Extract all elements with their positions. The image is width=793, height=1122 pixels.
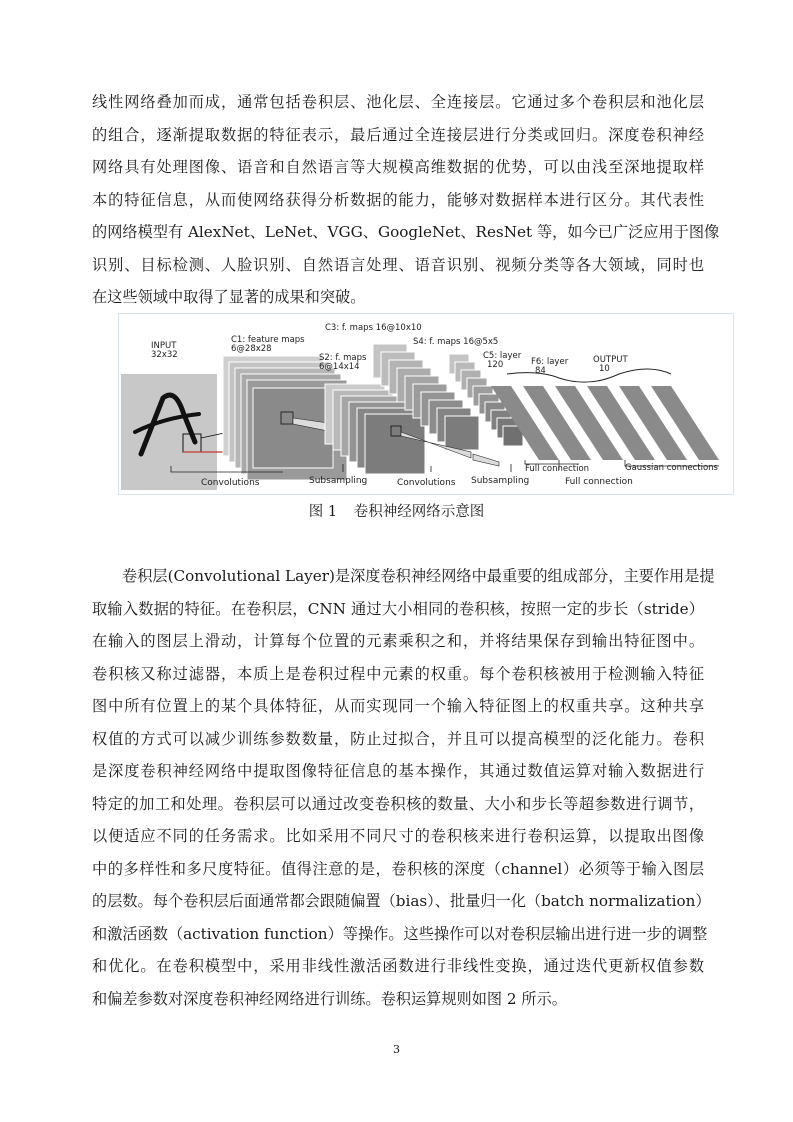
- label-full-connection-2: Full connection: [565, 477, 633, 487]
- text-line: 以便适应不同的任务需求。比如采用不同尺寸的卷积核来进行卷积运算，以提取出图像: [92, 827, 704, 845]
- lenet-diagram: [119, 314, 733, 494]
- label-s4: S4: f. maps 16@5x5: [413, 337, 499, 347]
- text-line: 的层数。每个卷积层后面通常都会跟随偏置（bias）、批量归一化（batch normalization）: [92, 892, 711, 910]
- label-convolutions-2: Convolutions: [397, 478, 456, 488]
- body-paragraph-2: [92, 560, 715, 1015]
- label-c5-size: 120: [487, 360, 504, 370]
- label-gaussian-connections: Gaussian connections: [625, 463, 718, 473]
- figure-caption-text: 卷积神经网络示意图: [353, 504, 485, 520]
- label-subsampling-1: Subsampling: [309, 476, 368, 486]
- label-c5: C5: layer: [483, 351, 522, 361]
- label-f6: F6: layer: [531, 357, 569, 367]
- label-input: INPUT: [151, 341, 177, 351]
- text-line: 本的特征信息，从而使网络获得分析数据的能力，能够对数据样本进行区分。其代表性: [92, 190, 704, 209]
- fully-connected-bands: [491, 386, 719, 460]
- text-line: 在输入的图层上滑动，计算每个位置的元素乘积之和，并将结果保存到输出特征图中。: [92, 632, 704, 650]
- text-line: 线性网络叠加而成，通常包括卷积层、池化层、全连接层。它通过多个卷积层和池化层: [92, 93, 704, 111]
- text-line: 是深度卷积神经网络中提取图像特征信息的基本操作，其通过数值运算对输入数据进行: [92, 762, 704, 780]
- label-subsampling-2: Subsampling: [471, 476, 530, 486]
- text-line: 权值的方式可以减少训练参数数量，防止过拟合，并且可以提高模型的泛化能力。卷积: [92, 729, 704, 748]
- label-input-size: 32x32: [151, 350, 178, 360]
- label-s2: S2: f. maps: [319, 353, 367, 363]
- label-output-size: 10: [599, 364, 610, 374]
- text-line: 中的多样性和多尺度特征。值得注意的是，卷积核的深度（channel）必须等于输入图层: [92, 859, 704, 878]
- label-c3: C3: f. maps 16@10x10: [325, 323, 422, 333]
- text-line: 图中所有位置上的某个具体特征，从而实现同一个输入特征图上的权重共享。这种共享: [92, 697, 704, 715]
- label-output: OUTPUT: [593, 355, 628, 365]
- body-paragraph-1: [92, 86, 720, 314]
- label-s2-size: 6@14x14: [319, 362, 360, 372]
- text-line: 和优化。在卷积模型中，采用非线性激活函数进行非线性变换，通过迭代更新权值参数: [92, 957, 704, 975]
- label-c1-size: 6@28x28: [231, 344, 272, 354]
- text-line: 的网络模型有 AlexNet、LeNet、VGG、GoogleNet、ResNet 等，如今已广泛应用于图像: [92, 223, 720, 241]
- label-convolutions-1: Convolutions: [201, 478, 260, 488]
- label-f6-size: 84: [535, 366, 546, 376]
- text-line: 在这些领域中取得了显著的成果和突破。: [92, 288, 366, 306]
- text-line: 网络具有处理图像、语音和自然语言等大规模高维数据的优势，可以由浅至深地提取样: [92, 158, 704, 176]
- text-line: 识别、目标检测、人脸识别、自然语言处理、语音识别、视频分类等各大领域，同时也: [92, 255, 704, 274]
- label-full-connection-1: Full connection: [525, 464, 590, 474]
- text-line: 取输入数据的特征。在卷积层，CNN 通过大小相同的卷积核，按照一定的步长（stride）: [92, 599, 704, 618]
- label-c1: C1: feature maps: [231, 335, 305, 345]
- page-number: 3: [393, 1043, 400, 1056]
- text-line: 卷积层(Convolutional Layer)是深度卷积神经网络中最重要的组成部分，主要作用是提: [122, 567, 715, 585]
- text-line: 的组合，逐渐提取数据的特征表示，最后通过全连接层进行分类或回归。深度卷积神经: [92, 125, 704, 144]
- text-line: 和激活函数（activation function）等操作。这些操作可以对卷积层输出进行进一步的调整: [92, 924, 708, 943]
- figure-caption-number: 图 1: [308, 504, 338, 520]
- text-line: 卷积核又称过滤器，本质上是卷积过程中元素的权重。每个卷积核被用于检测输入特征: [92, 664, 704, 683]
- figure-caption: [0, 500, 793, 521]
- text-line: 特定的加工和处理。卷积层可以通过改变卷积核的数量、大小和步长等超参数进行调节，: [92, 794, 704, 813]
- cnn-architecture-figure: [118, 313, 734, 495]
- text-line: 和偏差参数对深度卷积神经网络进行训练。卷积运算规则如图 2 所示。: [92, 989, 567, 1008]
